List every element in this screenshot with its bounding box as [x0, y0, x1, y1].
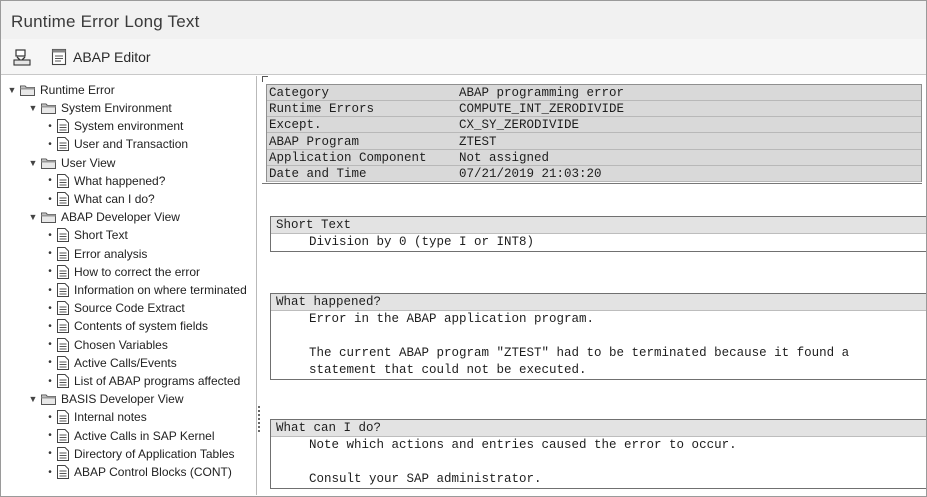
- bullet-icon: •: [48, 448, 52, 460]
- section-line: The current ABAP program "ZTEST" had to be terminated because it found a: [309, 346, 850, 360]
- bullet-icon: •: [48, 248, 52, 260]
- expand-arrow-icon[interactable]: ▼: [7, 85, 17, 95]
- tree-node-root[interactable]: [7, 81, 115, 99]
- tree-node-label: ABAP Developer View: [61, 210, 180, 225]
- bullet-icon: •: [48, 120, 52, 132]
- abap-editor-label: ABAP Editor: [73, 49, 151, 65]
- bullet-icon: •: [48, 138, 52, 150]
- expand-arrow-icon[interactable]: ▼: [28, 394, 38, 405]
- bullet-icon: •: [48, 466, 52, 478]
- bullet-icon: •: [48, 175, 52, 187]
- tree-node[interactable]: [46, 117, 183, 135]
- header-row: [267, 85, 921, 101]
- tree-node[interactable]: [46, 135, 188, 153]
- document-icon: [57, 410, 69, 424]
- header-value: ABAP programming error: [459, 86, 625, 100]
- section-title: What can I do?: [271, 420, 926, 437]
- document-icon: [57, 301, 69, 315]
- abap-editor-icon: [51, 48, 67, 66]
- tree-node[interactable]: [28, 390, 184, 408]
- header-value: ZTEST: [459, 134, 497, 149]
- document-icon: [57, 174, 69, 188]
- header-value: 07/21/2019 21:03:20: [459, 167, 602, 181]
- section-line: [271, 454, 926, 471]
- header-row: [267, 150, 921, 166]
- tree-node-label: User View: [61, 155, 116, 170]
- tree-node[interactable]: [28, 154, 115, 172]
- tree-node-label: List of ABAP programs affected: [74, 374, 241, 388]
- document-icon: [57, 265, 69, 279]
- text-section: [270, 419, 926, 489]
- section-title: What happened?: [271, 294, 926, 311]
- document-icon: [57, 429, 69, 443]
- tree-node-label: Short Text: [74, 228, 128, 243]
- header-row: [267, 117, 921, 133]
- title-bar: [1, 1, 926, 39]
- expand-arrow-icon[interactable]: ▼: [28, 157, 38, 168]
- tree-node[interactable]: [46, 427, 215, 445]
- text-section: [270, 216, 926, 252]
- tree-node[interactable]: [46, 299, 185, 317]
- expand-arrow-icon[interactable]: ▼: [28, 212, 38, 223]
- navigation-tree: [1, 76, 257, 495]
- bullet-icon: •: [48, 411, 52, 423]
- tree-node-label: BASIS Developer View: [61, 392, 184, 407]
- tree-node-label: User and Transaction: [74, 137, 189, 152]
- header-row: [267, 134, 921, 150]
- section-line: [271, 328, 926, 345]
- tree-node-label: System Environment: [61, 101, 172, 115]
- document-icon: [57, 447, 69, 461]
- section-title: Short Text: [271, 217, 926, 234]
- tree-node[interactable]: [46, 281, 247, 299]
- folder-icon: [41, 157, 56, 169]
- tree-node-label: What can I do?: [74, 192, 155, 206]
- tree-node-label: Error analysis: [74, 246, 148, 261]
- tree-node-label: Information on where terminated: [74, 283, 247, 297]
- display-object-icon[interactable]: [13, 48, 31, 66]
- tree-node[interactable]: [46, 445, 235, 463]
- folder-icon: [41, 211, 56, 223]
- abap-editor-button[interactable]: [51, 46, 151, 68]
- tree-node[interactable]: [46, 226, 128, 244]
- header-key: Date and Time: [269, 167, 367, 181]
- document-icon: [57, 319, 69, 333]
- tree-node-label: System environment: [74, 119, 184, 134]
- document-icon: [57, 338, 69, 352]
- header-row: [267, 101, 921, 117]
- tree-node[interactable]: [46, 408, 147, 426]
- header-key: Runtime Errors: [269, 102, 375, 117]
- bullet-icon: •: [48, 339, 52, 351]
- document-icon: [57, 247, 69, 261]
- folder-icon: [41, 393, 56, 405]
- bullet-icon: •: [48, 430, 52, 442]
- tree-node-label: How to correct the error: [74, 264, 201, 279]
- bullet-icon: •: [48, 375, 52, 387]
- document-icon: [57, 137, 69, 151]
- section-line: Consult your SAP administrator.: [309, 472, 542, 486]
- document-icon: [57, 374, 69, 388]
- tree-node-label: Contents of system fields: [74, 319, 209, 334]
- section-line: Note which actions and entries caused the error to occur.: [309, 438, 737, 452]
- text-section: [270, 293, 926, 380]
- tree-node-label: What happened?: [74, 173, 166, 188]
- folder-icon: [41, 102, 56, 114]
- bullet-icon: •: [48, 284, 52, 296]
- tree-node[interactable]: [46, 317, 208, 335]
- header-row: [267, 166, 921, 182]
- pane-corner: [262, 76, 268, 82]
- section-line: Error in the ABAP application program.: [309, 312, 595, 326]
- tree-node[interactable]: [28, 208, 180, 226]
- window-title: Runtime Error Long Text: [11, 12, 200, 31]
- toolbar: [1, 39, 926, 75]
- bullet-icon: •: [48, 302, 52, 314]
- bullet-icon: •: [48, 193, 52, 205]
- document-icon: [57, 119, 69, 133]
- expand-arrow-icon[interactable]: ▼: [28, 103, 38, 113]
- tree-node[interactable]: [46, 336, 168, 354]
- tree-node-label: Active Calls/Events: [74, 355, 177, 370]
- header-separator: [262, 183, 922, 184]
- long-text-pane: [262, 76, 926, 495]
- tree-node-label: Source Code Extract: [74, 301, 185, 316]
- bullet-icon: •: [48, 266, 52, 278]
- tree-node-label: Runtime Error: [40, 83, 115, 97]
- document-icon: [57, 192, 69, 206]
- tree-node[interactable]: [46, 190, 155, 208]
- header-key: Except.: [269, 118, 322, 133]
- tree-node-label: Active Calls in SAP Kernel: [74, 428, 215, 443]
- header-value: Not assigned: [459, 150, 550, 165]
- header-value: CX_SY_ZERODIVIDE: [459, 118, 580, 133]
- tree-node[interactable]: [46, 372, 240, 390]
- bullet-icon: •: [48, 320, 52, 332]
- document-icon: [57, 228, 69, 242]
- tree-node-label: ABAP Control Blocks (CONT): [74, 465, 232, 479]
- tree-node[interactable]: [46, 463, 232, 481]
- document-icon: [57, 356, 69, 370]
- tree-node[interactable]: [46, 263, 200, 281]
- bullet-icon: •: [48, 229, 52, 241]
- header-key: Application Component: [269, 150, 427, 165]
- bullet-icon: •: [48, 357, 52, 369]
- tree-node[interactable]: [46, 245, 147, 263]
- tree-node-label: Internal notes: [74, 410, 147, 425]
- section-line: Division by 0 (type I or INT8): [309, 235, 535, 249]
- tree-node-label: Chosen Variables: [74, 337, 168, 352]
- splitter-handle[interactable]: [257, 405, 261, 435]
- tree-node[interactable]: [46, 354, 177, 372]
- section-line: statement that could not be executed.: [309, 363, 587, 377]
- header-key: ABAP Program: [269, 134, 360, 149]
- header-value: COMPUTE_INT_ZERODIVIDE: [459, 102, 625, 117]
- tree-node[interactable]: [28, 99, 172, 117]
- tree-node[interactable]: [46, 172, 165, 190]
- document-icon: [57, 283, 69, 297]
- document-icon: [57, 465, 69, 479]
- header-key: Category: [269, 86, 330, 100]
- folder-icon: [20, 84, 35, 96]
- error-header-table: [266, 84, 922, 182]
- tree-node-label: Directory of Application Tables: [74, 446, 235, 461]
